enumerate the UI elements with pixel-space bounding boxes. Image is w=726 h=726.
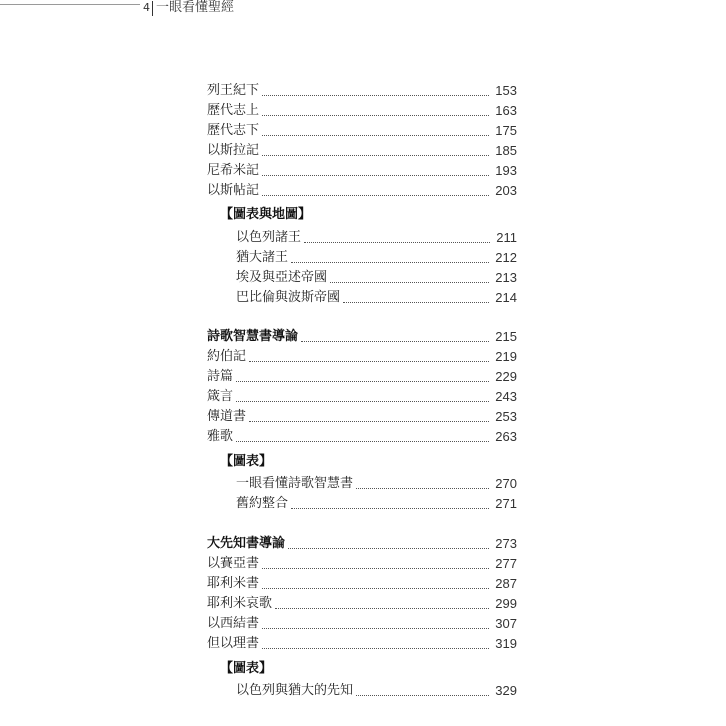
toc-entry-title: 歷代志上 [207,103,260,118]
toc-entry[interactable] [207,425,517,445]
dot-leader [262,588,489,589]
dot-leader [249,361,489,362]
toc-entry-page: 263 [495,429,517,444]
dot-leader [343,302,489,303]
dot-leader [262,195,489,196]
toc-entry-title: 以色列諸王 [236,230,302,245]
toc-entry-page: 193 [495,163,517,178]
dot-leader [275,608,489,609]
toc-entry[interactable] [207,405,517,425]
book-title: 一眼看懂聖經 [156,0,235,15]
toc-entry-title: 詩歌智慧書導論 [207,329,299,344]
toc-entry-title: 猶大諸王 [236,250,289,265]
toc-entry-page: 229 [495,369,517,384]
dot-leader [262,135,489,136]
toc-entry-introduction[interactable] [207,532,517,552]
dot-leader [262,95,489,96]
toc-entry-title: 大先知書導論 [207,536,286,551]
toc-entry-page: 277 [495,556,517,571]
toc-entry-page: 253 [495,409,517,424]
toc-entry-title: 尼希米記 [207,163,260,178]
dot-leader [356,488,489,489]
toc-entry-title: 箴言 [207,389,234,404]
section-heading-charts: 【圖表】 [220,454,273,469]
toc-entry-page: 243 [495,389,517,404]
toc-entry[interactable] [207,159,517,179]
toc-entry-page: 270 [495,476,517,491]
dot-leader [262,155,489,156]
toc-entry[interactable] [207,179,517,199]
toc-entry-title: 以色列與猶大的先知 [236,683,354,698]
toc-entry-title: 一眼看懂詩歌智慧書 [236,476,354,491]
dot-leader [236,441,489,442]
toc-entry-page: 185 [495,143,517,158]
toc-entry-page: 211 [496,230,517,245]
dot-leader [236,381,489,382]
toc-sub-entry[interactable] [236,286,517,306]
dot-leader [262,175,489,176]
toc-entry-page: 213 [495,270,517,285]
toc-entry[interactable] [207,365,517,385]
dot-leader [262,115,489,116]
toc-entry-title: 約伯記 [207,349,247,364]
toc-entry-page: 271 [495,496,517,511]
toc-entry[interactable] [207,99,517,119]
toc-entry[interactable] [207,572,517,592]
toc-entry-title: 以斯帖記 [207,183,260,198]
dot-leader [262,628,489,629]
toc-entry-page: 299 [495,596,517,611]
section-heading-charts: 【圖表】 [220,661,273,676]
toc-entry-page: 153 [495,83,517,98]
toc-sub-entry[interactable] [236,679,517,699]
toc-entry-title: 歷代志下 [207,123,260,138]
toc-entry-title: 雅歌 [207,429,234,444]
toc-entry-page: 319 [495,636,517,651]
dot-leader [236,401,489,402]
toc-entry-title: 耶利米書 [207,576,260,591]
dot-leader [330,282,489,283]
toc-entry-page: 214 [495,290,517,305]
toc-entry-title: 列王紀下 [207,83,260,98]
toc-sub-entry[interactable] [236,266,517,286]
toc-sub-entry[interactable] [236,492,517,512]
toc-entry[interactable] [207,552,517,572]
dot-leader [262,648,489,649]
toc-entry[interactable] [207,79,517,99]
dot-leader [291,262,489,263]
dot-leader [249,421,489,422]
toc-entry-page: 215 [495,329,517,344]
page-number: 4 [143,1,150,14]
toc-entry-page: 175 [495,123,517,138]
toc-entry-title: 但以理書 [207,636,260,651]
toc-entry[interactable] [207,139,517,159]
toc-entry[interactable] [207,385,517,405]
toc-entry-page: 273 [495,536,517,551]
dot-leader [262,568,489,569]
toc-entry-page: 287 [495,576,517,591]
toc-entry-title: 傳道書 [207,409,247,424]
toc-entry-title: 以賽亞書 [207,556,260,571]
dot-leader [301,341,489,342]
toc-entry-title: 舊約整合 [236,496,289,511]
toc-entry-page: 163 [495,103,517,118]
toc-entry-title: 詩篇 [207,369,234,384]
dot-leader [288,548,489,549]
section-heading-charts-maps: 【圖表與地圖】 [220,207,312,222]
dot-leader [304,242,490,243]
toc-entry-title: 以斯拉記 [207,143,260,158]
toc-entry[interactable] [207,119,517,139]
toc-entry-page: 203 [495,183,517,198]
toc-entry[interactable] [207,632,517,652]
toc-entry-page: 219 [495,349,517,364]
toc-sub-entry[interactable] [236,226,517,246]
toc-entry[interactable] [207,592,517,612]
toc-entry-page: 212 [495,250,517,265]
toc-sub-entry[interactable] [236,246,517,266]
toc-entry-title: 以西結書 [207,616,260,631]
toc-entry-introduction[interactable] [207,325,517,345]
toc-entry-page: 329 [495,683,517,698]
toc-entry-title: 埃及與亞述帝國 [236,270,328,285]
toc-entry[interactable] [207,612,517,632]
toc-sub-entry[interactable] [236,472,517,492]
toc-entry-title: 巴比倫與波斯帝國 [236,290,341,305]
toc-entry-title: 耶利米哀歌 [207,596,273,611]
dot-leader [291,508,489,509]
dot-leader [356,695,489,696]
toc-entry-page: 307 [495,616,517,631]
toc-entry[interactable] [207,345,517,365]
